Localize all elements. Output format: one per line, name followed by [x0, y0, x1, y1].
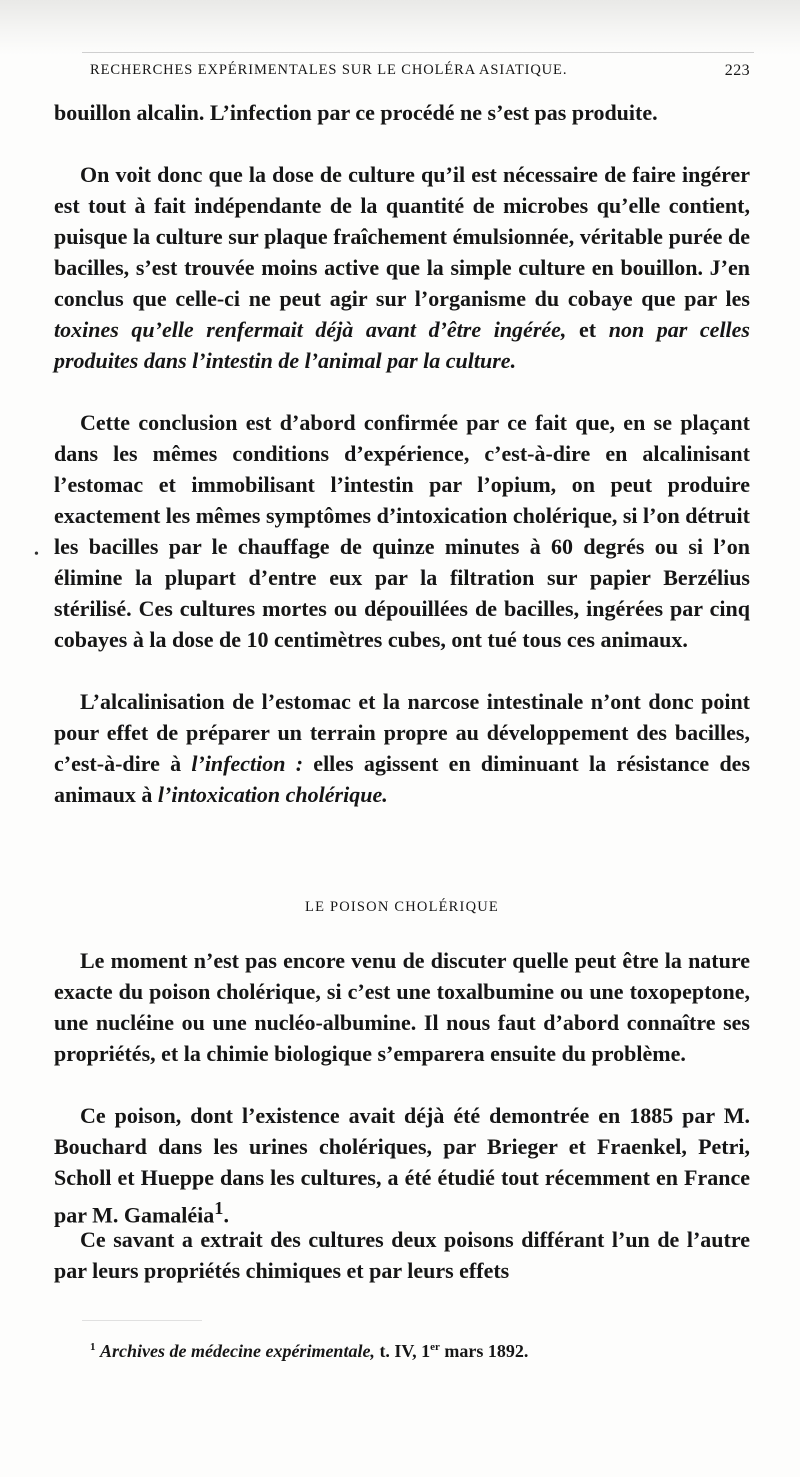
paragraph-text: elles agissent en diminuant la résistance des animaux à	[54, 751, 751, 807]
margin-mark: •	[34, 547, 39, 562]
emphasis-text: l’intoxication cholérique.	[157, 782, 388, 807]
footnote-ordinal: er	[430, 1341, 440, 1353]
footnote-source: Archives de médecine expérimentale,	[100, 1341, 375, 1361]
emphasis-text: non par celles produites dans l’intestin de l’animal par la culture.	[54, 317, 750, 373]
paragraph-text: On voit donc que la dose de culture qu’il est nécessaire de faire ingérer est tout à fait indépendante de la quantité de microbes qu’elle contient, puisque la culture sur plaque fraîchement émulsionnée, véritable purée de bacilles, s’est trouvée moins active que la simple culture en bouillon. J’en conclus que celle-ci ne peut agir sur l’organisme du cobaye que par les	[54, 162, 750, 311]
paragraph-4	[54, 686, 750, 810]
paragraph-text: Cette conclusion est d’abord confirmée par ce fait que, en se plaçant dans les mêmes conditions d’expérience, c’est-à-dire en alcalinisant l’estomac et immobilisant l’intestin par l’opium, on peut produire exactement les mêmes symptômes d’intoxication cholérique, si l’on détruit les bacilles par le chauffage de quinze minutes à 60 degrés ou si l’on élimine la plupart d’entre eux par la filtration sur papier Berzélius stérilisé. Ces cultures mortes ou dépouillées de bacilles, ingérées par cinq cobayes à la dose de 10 centimètres cubes, ont tué tous ces animaux.	[54, 410, 750, 652]
paragraph-text: bouillon alcalin. L’infection par ce procédé ne s’est pas produite.	[54, 100, 658, 125]
paragraph-5	[54, 945, 750, 1069]
emphasis-text: l’infection :	[191, 751, 304, 776]
top-rule	[82, 52, 754, 53]
footnote	[90, 1335, 750, 1363]
footnote-marker: 1	[90, 1341, 96, 1353]
paragraph-7	[54, 1224, 750, 1286]
paragraph-2	[54, 159, 750, 376]
paragraph-text: .	[223, 1202, 229, 1228]
paragraph-text: Le moment n’est pas encore venu de discuter quelle peut être la nature exacte du poison cholérique, si c’est une toxalbumine ou une toxopeptone, une nucléine ou une nucléo-albumine. Il nous faut d’abord connaître ses propriétés, et la chimie biologique s’emparera ensuite du problème.	[54, 948, 750, 1066]
paragraph-1	[54, 97, 750, 128]
paragraph-text: Ce savant a extrait des cultures deux poisons différant l’un de l’autre par leurs propriétés chimiques et par leurs effets	[54, 1227, 750, 1283]
paragraph-text: et	[566, 317, 609, 342]
paragraph-text: Ce poison, dont l’existence avait déjà été demontrée en 1885 par M. Bouchard dans les urines cholériques, par Brieger et Fraenkel, Petri, Scholl et Hueppe dans les cultures, a été étudié tout récemment en France par M. Gamaléia	[54, 1103, 750, 1228]
section-title: LE POISON CHOLÉRIQUE	[305, 899, 499, 915]
paragraph-3	[54, 407, 750, 655]
paragraph-6	[54, 1100, 750, 1230]
footnote-divider	[82, 1320, 202, 1321]
footnote-reference[interactable]: 1	[214, 1198, 224, 1218]
running-title: RECHERCHES EXPÉRIMENTALES SUR LE CHOLÉRA ASIATIQUE.	[90, 62, 568, 78]
paragraph-text: L’alcalinisation de l’estomac et la narcose intestinale n’ont donc point pour effet de préparer un terrain propre au développement des bacilles, c’est-à-dire à	[54, 689, 750, 776]
footnote-details: t. IV, 1	[374, 1341, 431, 1361]
page-number: 223	[724, 62, 750, 79]
scan-bleed-through	[0, 0, 800, 55]
emphasis-text: toxines qu’elle renfermait déjà avant d’être ingérée,	[54, 317, 567, 342]
footnote-details: mars 1892.	[439, 1341, 529, 1361]
page-header	[90, 62, 750, 84]
